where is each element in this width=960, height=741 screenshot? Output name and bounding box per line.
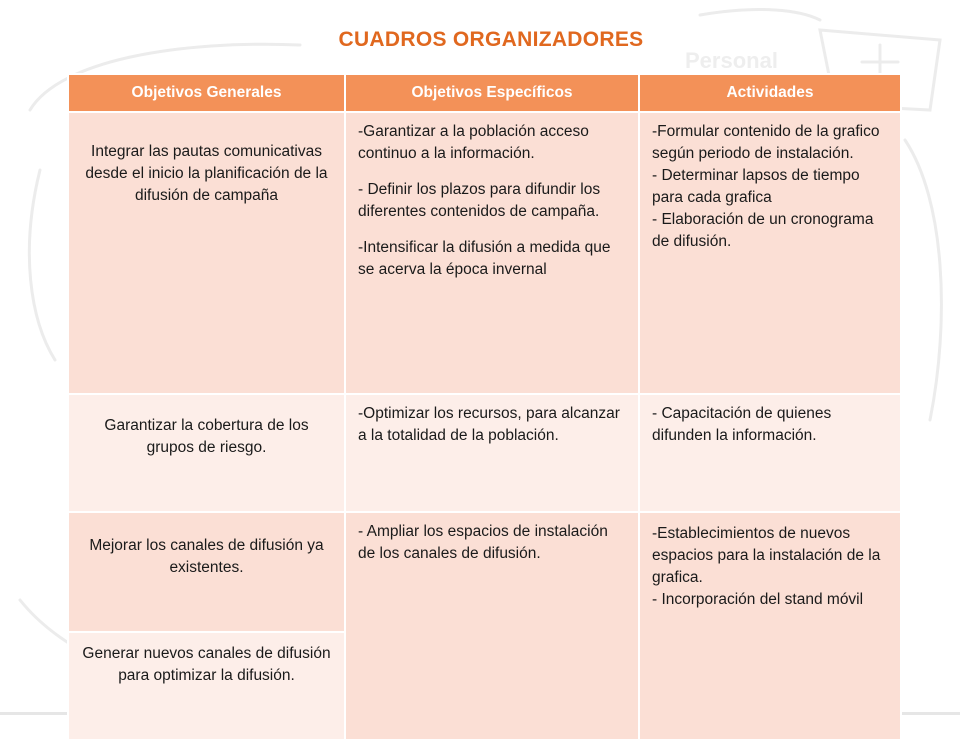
activities-cell [639,394,901,512]
activities-cell [639,112,901,394]
merged-specific-objective-cell: - Ampliar los espacios de instalación de los canales de difusión. [345,512,639,740]
header-objetivos-generales: Objetivos Generales [68,74,345,112]
table-header-row [68,74,901,112]
specific-objective-item: -Intensificar la difusión a medida que se acerva la época invernal [358,239,611,278]
table-row [68,112,901,394]
watermark-text: Personal [685,48,778,73]
activity-item: -Formular contenido de la grafico según periodo de instalación. [652,123,880,162]
general-objective-cell: Garantizar la cobertura de los grupos de riesgo. [68,394,345,512]
general-objective-cell: Integrar las pautas comunicativas desde el inicio la planificación de la difusión de campaña [68,112,345,394]
specific-objective-item: - Definir los plazos para difundir los diferentes contenidos de campaña. [358,181,601,220]
table-row [68,512,901,632]
specific-objective-item: -Optimizar los recursos, para alcanzar a la totalidad de la población. [358,405,620,444]
activity-item: -Establecimientos de nuevos espacios para la instalación de la grafica. [652,525,881,586]
activity-item: - Incorporación del stand móvil [652,591,864,608]
activity-item: - Determinar lapsos de tiempo para cada grafica [652,167,860,206]
header-objetivos-especificos: Objetivos Específicos [345,74,639,112]
specific-objectives-cell [345,394,639,512]
activity-item: - Capacitación de quienes difunden la información. [652,405,832,444]
table-row [68,394,901,512]
activity-item: - Elaboración de un cronograma de difusión. [652,211,874,250]
specific-objective-item: -Garantizar a la población acceso continuo a la información. [358,123,589,162]
merged-activities-cell [639,512,901,740]
specific-objectives-cell [345,112,639,394]
organizer-table [67,73,902,741]
header-actividades: Actividades [639,74,901,112]
page-title: CUADROS ORGANIZADORES [338,28,644,51]
general-objective-cell: Generar nuevos canales de difusión para optimizar la difusión. [68,632,345,740]
general-objective-cell: Mejorar los canales de difusión ya existentes. [68,512,345,632]
